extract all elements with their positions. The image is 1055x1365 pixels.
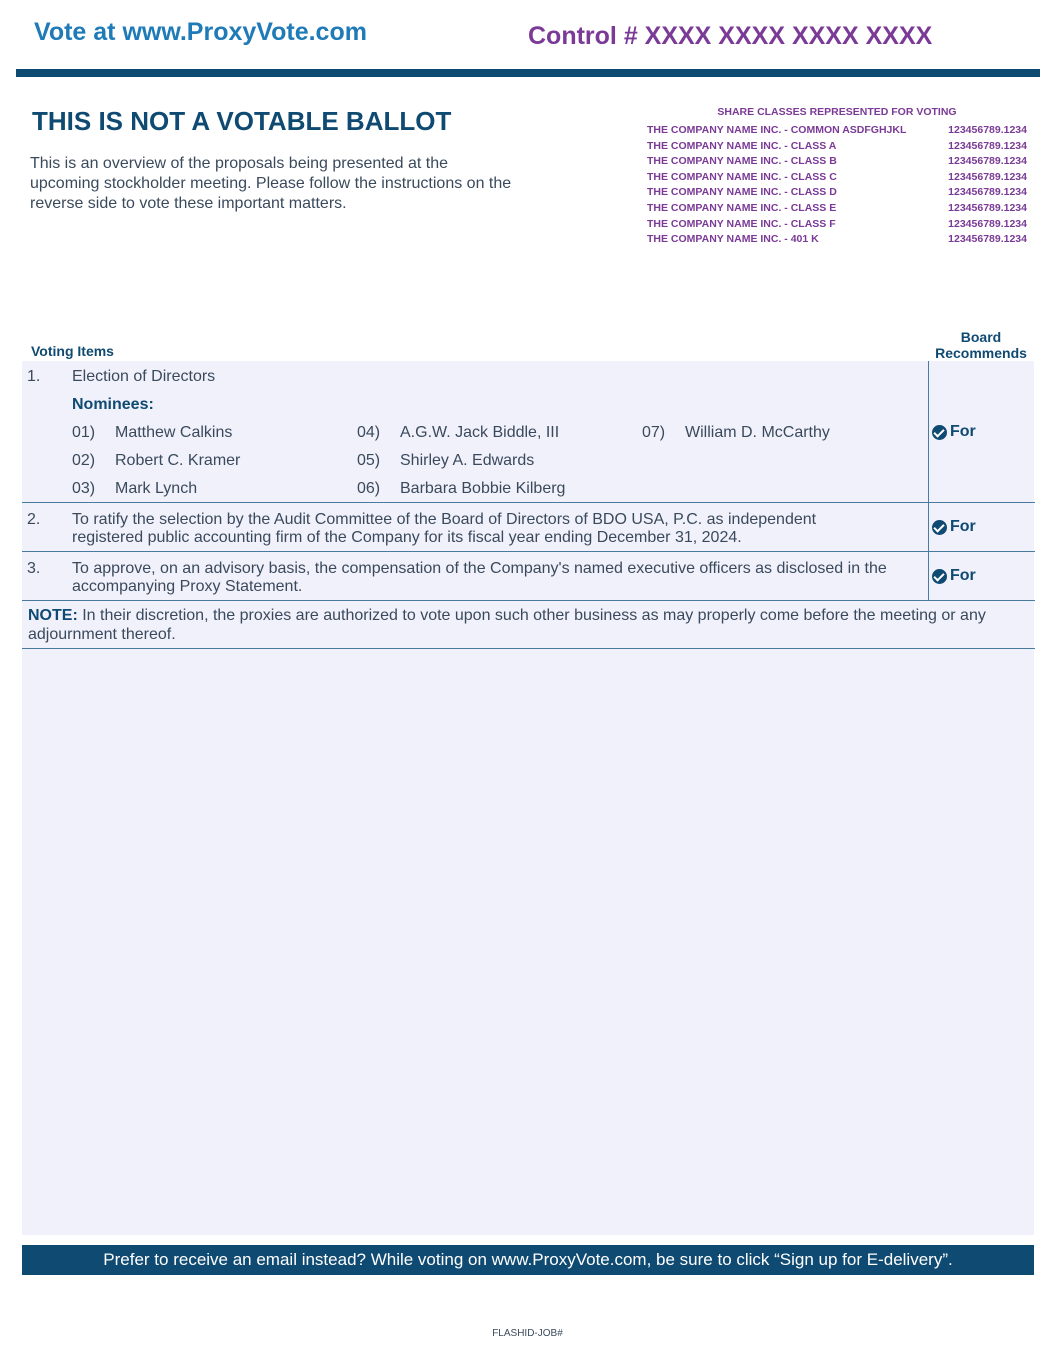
board-rec-line2: Recommends (935, 345, 1027, 361)
nominee-name: Shirley A. Edwards (400, 452, 535, 469)
note-text: In their discretion, the proxies are authorized to vote upon such other business as may properly come before the meeting or any adjournment thereof. (28, 607, 986, 643)
share-class-name: THE COMPANY NAME INC. - COMMON ASDFGHJKL (647, 124, 907, 136)
nominee-number: 04) (357, 424, 381, 441)
nominee-number: 06) (357, 480, 381, 497)
recommend-column-divider (928, 361, 929, 601)
item-3-number: 3. (27, 560, 41, 577)
note-paragraph (28, 606, 1032, 644)
recommendation-label: For (950, 518, 976, 535)
share-class-row (647, 185, 1027, 201)
share-class-name: THE COMPANY NAME INC. - CLASS F (647, 217, 836, 230)
share-classes-block (647, 106, 1027, 248)
voting-items-header: Voting Items (31, 343, 114, 359)
nominee-number: 05) (357, 452, 381, 469)
top-divider (16, 69, 1040, 77)
item-3-text-line2: accompanying Proxy Statement. (72, 578, 303, 595)
item-3-recommendation (932, 567, 976, 585)
nominee-name: A.G.W. Jack Biddle, III (400, 424, 560, 441)
share-class-value: 123456789.1234 (948, 201, 1027, 214)
share-classes-title: SHARE CLASSES REPRESENTED FOR VOTING (717, 106, 957, 118)
row-divider (22, 648, 1035, 649)
intro-text: This is an overview of the proposals being presented at the upcoming stockholder meeting. Please follow the instructions on the reverse side to vote these important matters. (30, 155, 512, 212)
nominee-name: Robert C. Kramer (115, 452, 241, 469)
share-class-name: THE COMPANY NAME INC. - CLASS E (647, 201, 837, 214)
share-class-value: 123456789.1234 (948, 155, 1027, 168)
nominee-name: Barbara Bobbie Kilberg (400, 480, 566, 497)
item-1-title: Election of Directors (72, 368, 216, 385)
note-label: NOTE: (28, 607, 78, 624)
nominee-number: 03) (72, 480, 96, 497)
ballot-heading: THIS IS NOT A VOTABLE BALLOT (32, 106, 452, 136)
share-class-value: 123456789.1234 (948, 139, 1027, 152)
item-2-number: 2. (27, 511, 41, 528)
share-class-name: THE COMPANY NAME INC. - CLASS D (647, 186, 837, 199)
share-class-name: THE COMPANY NAME INC. - CLASS C (647, 170, 837, 183)
board-rec-line1: Board (960, 329, 1002, 345)
share-class-value: 123456789.1234 (948, 124, 1027, 136)
share-class-row (647, 232, 1027, 248)
item-2-recommendation (932, 518, 976, 536)
check-circle-icon (932, 425, 947, 440)
row-divider (22, 551, 1035, 552)
item-2-text-line2: registered public accounting firm of the Company for its fiscal year ending December 31, 2024. (72, 529, 742, 546)
recommendation-label: For (950, 423, 976, 440)
share-class-name: THE COMPANY NAME INC. - 401 K (647, 233, 819, 246)
recommendation-label: For (950, 567, 976, 584)
share-class-row (647, 123, 1027, 139)
row-divider (22, 502, 1035, 503)
share-class-name: THE COMPANY NAME INC. - CLASS B (647, 155, 837, 168)
item-1-number: 1. (27, 368, 41, 385)
item-2-text-line1: To ratify the selection by the Audit Committee of the Board of Directors of BDO USA, P.C. as independent (72, 511, 817, 528)
nominee-number: 01) (72, 424, 96, 441)
nominee-number: 02) (72, 452, 96, 469)
nominee-name: Mark Lynch (115, 480, 198, 497)
share-class-value: 123456789.1234 (948, 186, 1027, 199)
nominee-name: William D. McCarthy (685, 424, 830, 441)
board-recommends-header (928, 329, 1034, 361)
share-class-value: 123456789.1234 (948, 170, 1027, 183)
share-class-value: 123456789.1234 (948, 217, 1027, 230)
control-number: Control # XXXX XXXX XXXX XXXX (528, 22, 933, 50)
check-circle-icon (932, 569, 947, 584)
row-divider (22, 600, 1035, 601)
item-3-text-line1: To approve, on an advisory basis, the compensation of the Company's named executive officers as disclosed in the (72, 560, 887, 577)
vote-url-heading: Vote at www.ProxyVote.com (34, 18, 367, 46)
nominee-name: Matthew Calkins (115, 424, 233, 441)
share-class-row (647, 217, 1027, 233)
share-class-row (647, 139, 1027, 155)
job-id: FLASHID-JOB# (492, 1328, 563, 1339)
item-1-recommendation (932, 423, 976, 441)
nominee-number: 07) (642, 424, 666, 441)
share-class-value: 123456789.1234 (948, 233, 1027, 246)
share-class-row (647, 201, 1027, 217)
nominees-label: Nominees: (72, 396, 154, 413)
share-class-row (647, 154, 1027, 170)
share-class-name: THE COMPANY NAME INC. - CLASS A (647, 139, 837, 152)
check-circle-icon (932, 520, 947, 535)
edelivery-banner: Prefer to receive an email instead? While voting on www.ProxyVote.com, be sure to click “Sign up for E-delivery”. (22, 1245, 1034, 1275)
share-class-row (647, 170, 1027, 186)
